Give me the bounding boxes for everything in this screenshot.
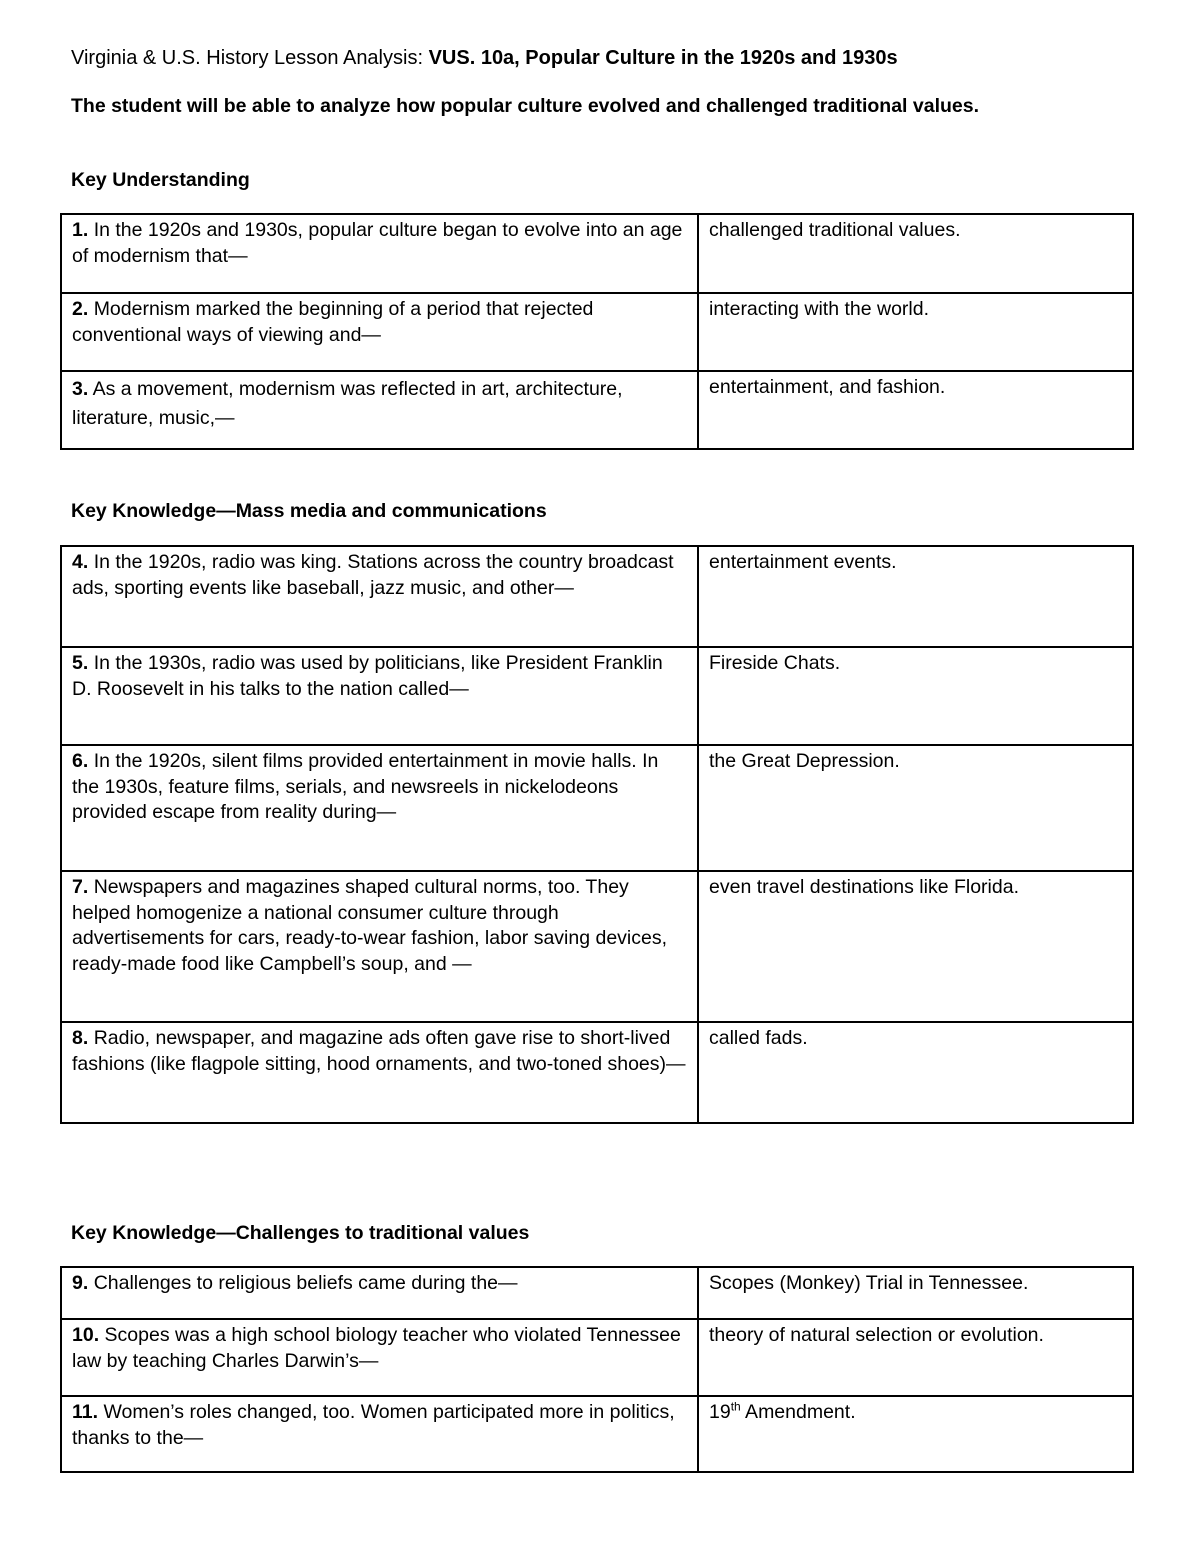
question-cell (61, 647, 698, 745)
question-cell (61, 293, 698, 371)
answer-cell (698, 1396, 1133, 1472)
question-text: In the 1920s, radio was king. Stations across the country broadcast ads, sporting events like baseball, jazz music, and other— (72, 551, 674, 599)
answer-cell: entertainment, and fashion. (698, 371, 1133, 449)
section-heading-mass-media: Key Knowledge—Mass media and communications (71, 500, 547, 522)
table-row (61, 214, 1133, 293)
question-number: 4. (72, 551, 89, 573)
table-row (61, 1396, 1133, 1472)
question-text: Scopes was a high school biology teacher who violated Tennessee law by teaching Charles Darwin’s— (72, 1324, 681, 1372)
answer-cell: even travel destinations like Florida. (698, 871, 1133, 1022)
question-text: As a movement, modernism was reflected in art, architecture, literature, music,— (72, 378, 623, 429)
answer-cell: challenged traditional values. (698, 214, 1133, 293)
question-cell (61, 1267, 698, 1319)
question-number: 9. (72, 1272, 89, 1294)
question-number: 7. (72, 876, 89, 898)
question-cell (61, 371, 698, 449)
question-text: In the 1920s and 1930s, popular culture began to evolve into an age of modernism that— (72, 219, 683, 267)
table-row (61, 293, 1133, 371)
question-number: 10. (72, 1324, 100, 1346)
learning-objective: The student will be able to analyze how popular culture evolved and challenged traditional values. (71, 95, 980, 117)
section-heading-key-understanding: Key Understanding (71, 169, 250, 191)
question-cell (61, 214, 698, 293)
question-cell (61, 745, 698, 871)
table-row (61, 745, 1133, 871)
question-number: 6. (72, 750, 89, 772)
question-number: 5. (72, 652, 89, 674)
question-text: Newspapers and magazines shaped cultural norms, too. They helped homogenize a national consumer culture through advertisements for cars, ready-to-wear fashion, labor saving devices, ready-made food like Campbell’s soup, and — (72, 876, 668, 975)
question-text: In the 1930s, radio was used by politicians, like President Franklin D. Roosevelt in his talks to the nation called— (72, 652, 663, 700)
question-cell (61, 1319, 698, 1396)
question-text: Challenges to religious beliefs came during the— (93, 1272, 518, 1294)
question-cell (61, 1396, 698, 1472)
answer-cell: the Great Depression. (698, 745, 1133, 871)
table-row (61, 1267, 1133, 1319)
question-number: 11. (72, 1401, 99, 1423)
table-row (61, 647, 1133, 745)
mass-media-table (60, 545, 1134, 1124)
question-cell (61, 871, 698, 1022)
standard-label: VUS. 10a, Popular Culture in the 1920s and 1930s (428, 47, 898, 69)
worksheet-title (71, 44, 898, 72)
key-understanding-table (60, 213, 1134, 450)
table-row (61, 546, 1133, 647)
question-number: 2. (72, 298, 89, 320)
table-row (61, 1319, 1133, 1396)
course-label: Virginia & U.S. History Lesson Analysis: (71, 47, 424, 69)
answer-cell: Scopes (Monkey) Trial in Tennessee. (698, 1267, 1133, 1319)
question-number: 3. (72, 378, 89, 400)
question-number: 1. (72, 219, 89, 241)
answer-cell: entertainment events. (698, 546, 1133, 647)
section-heading-traditional-values: Key Knowledge—Challenges to traditional values (71, 1222, 530, 1244)
amendment-number: 19 (709, 1401, 731, 1423)
table-row (61, 871, 1133, 1022)
table-row (61, 371, 1133, 449)
answer-cell: called fads. (698, 1022, 1133, 1123)
question-cell (61, 546, 698, 647)
question-number: 8. (72, 1027, 89, 1049)
answer-cell: interacting with the world. (698, 293, 1133, 371)
ordinal-suffix: th (730, 1399, 741, 1414)
question-text: Women’s roles changed, too. Women participated more in politics, thanks to the— (72, 1401, 675, 1449)
answer-cell: Fireside Chats. (698, 647, 1133, 745)
question-text: In the 1920s, silent films provided entertainment in movie halls. In the 1930s, feature films, serials, and newsreels in nickelodeons provided escape from reality during— (72, 750, 659, 823)
question-cell (61, 1022, 698, 1123)
question-text: Radio, newspaper, and magazine ads often gave rise to short-lived fashions (like flagpole sitting, hood ornaments, and two-toned shoes)— (72, 1027, 686, 1075)
answer-cell: theory of natural selection or evolution. (698, 1319, 1133, 1396)
amendment-text: Amendment. (740, 1401, 856, 1423)
table-row (61, 1022, 1133, 1123)
traditional-values-table (60, 1266, 1134, 1473)
question-text: Modernism marked the beginning of a period that rejected conventional ways of viewing and— (72, 298, 594, 346)
